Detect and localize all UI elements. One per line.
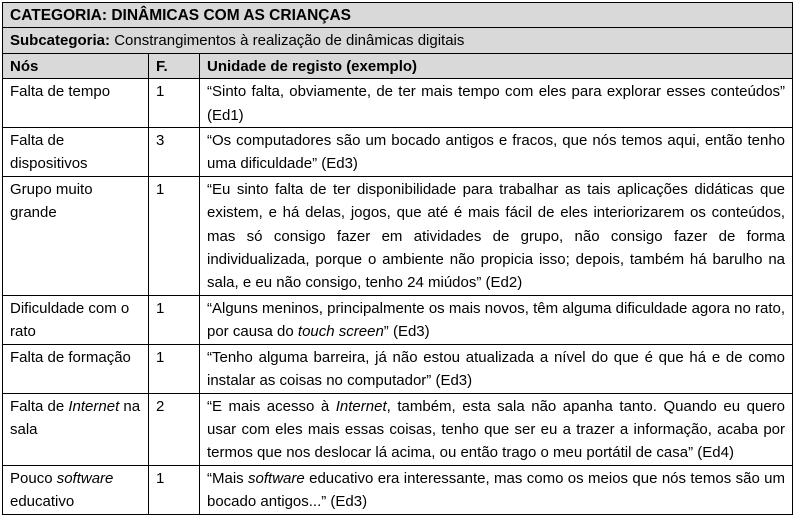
italic-text: software bbox=[248, 469, 305, 487]
table-row bbox=[3, 79, 793, 128]
frequency-cell: 1 bbox=[149, 176, 200, 295]
node-cell bbox=[3, 344, 149, 393]
column-header-frequency: F. bbox=[149, 53, 200, 78]
text-run: , também, esta sala não apanha tanto. Quando eu quero usar com eles mais essas coisas, tenho que ser eu a trazer a informação, acaba por termos que nos deslocar lá acima, ou então trago o meu portátil de casa” (Ed4) bbox=[207, 397, 786, 462]
node-cell bbox=[3, 295, 149, 344]
example-cell bbox=[200, 393, 793, 465]
text-run: educativo era interessante, mas como os meios que nós temos são um bocado antigos...” (Ed3) bbox=[207, 469, 786, 511]
subcategory-label: Subcategoria: bbox=[10, 32, 111, 50]
text-run: Falta de formação bbox=[10, 348, 131, 366]
text-run: “E mais acesso à bbox=[207, 397, 336, 415]
example-cell bbox=[200, 79, 793, 128]
table-row bbox=[3, 128, 793, 177]
text-run: Pouco bbox=[10, 469, 57, 487]
text-run: na sala bbox=[10, 397, 141, 438]
example-cell bbox=[200, 344, 793, 393]
text-run: Grupo muito grande bbox=[10, 180, 93, 222]
table-row bbox=[3, 344, 793, 393]
text-run: Dificuldade com o rato bbox=[10, 299, 130, 341]
text-run: Falta de tempo bbox=[10, 83, 111, 101]
example-cell bbox=[200, 465, 793, 514]
text-run: Falta de bbox=[10, 397, 69, 415]
table-row bbox=[3, 295, 793, 344]
example-cell bbox=[200, 128, 793, 177]
category-title: CATEGORIA: DINÂMICAS COM AS CRIANÇAS bbox=[3, 3, 793, 28]
frequency-cell: 1 bbox=[149, 465, 200, 514]
frequency-cell: 1 bbox=[149, 344, 200, 393]
table-body bbox=[3, 3, 793, 515]
frequency-cell: 2 bbox=[149, 393, 200, 465]
italic-text: Internet bbox=[335, 397, 387, 415]
text-run: “Mais bbox=[207, 469, 249, 487]
column-header-example: Unidade de registo (exemplo) bbox=[200, 53, 793, 78]
example-cell bbox=[200, 176, 793, 295]
text-run: “Alguns meninos, principalmente os mais novos, têm alguma dificuldade agora no rato, por causa do bbox=[207, 299, 786, 341]
italic-text: touch screen bbox=[297, 323, 384, 341]
node-cell bbox=[3, 128, 149, 177]
text-run: “Os computadores são um bocado antigos e fracos, que nós temos aqui, então tenho uma dificuldade” (Ed3) bbox=[207, 132, 786, 173]
node-cell bbox=[3, 465, 149, 514]
italic-text: software bbox=[56, 469, 114, 487]
text-run: educativo bbox=[10, 493, 75, 511]
subcategory-value: Constrangimentos à realização de dinâmicas digitais bbox=[110, 32, 465, 50]
category-table bbox=[2, 2, 793, 515]
frequency-cell: 3 bbox=[149, 128, 200, 177]
frequency-cell: 1 bbox=[149, 79, 200, 128]
subcategory-row bbox=[3, 28, 793, 53]
header-row bbox=[3, 53, 793, 78]
italic-text: Internet bbox=[68, 397, 120, 415]
text-run: “Tenho alguma barreira, já não estou atualizada a nível do que é que há e de como instalar as coisas no computador” (Ed3) bbox=[207, 348, 786, 390]
text-run: Falta de dispositivos bbox=[10, 132, 88, 173]
example-cell bbox=[200, 295, 793, 344]
column-header-nodes: Nós bbox=[3, 53, 149, 78]
table-row bbox=[3, 393, 793, 465]
text-run: “Eu sinto falta de ter disponibilidade para trabalhar as tais aplicações didáticas que existem, e há delas, jogos, que até é mais fácil de eles interiorizarem os conteúdos, mas só consigo fazer em atividades de grupo, não consigo fazer de forma individualizada, porque o ambiente não propicia isso; depois, também há barulho na sala, e eu não consigo, tenho 24 miúdos” (Ed2) bbox=[207, 180, 786, 292]
frequency-cell: 1 bbox=[149, 295, 200, 344]
text-run: “Sinto falta, obviamente, de ter mais tempo com eles para explorar esses conteúdos” (Ed1) bbox=[207, 83, 786, 124]
node-cell bbox=[3, 176, 149, 295]
table-row bbox=[3, 176, 793, 295]
node-cell bbox=[3, 393, 149, 465]
text-run: ” (Ed3) bbox=[383, 323, 430, 341]
subcategory-cell bbox=[3, 28, 793, 53]
node-cell bbox=[3, 79, 149, 128]
category-row bbox=[3, 3, 793, 28]
table-row bbox=[3, 465, 793, 514]
